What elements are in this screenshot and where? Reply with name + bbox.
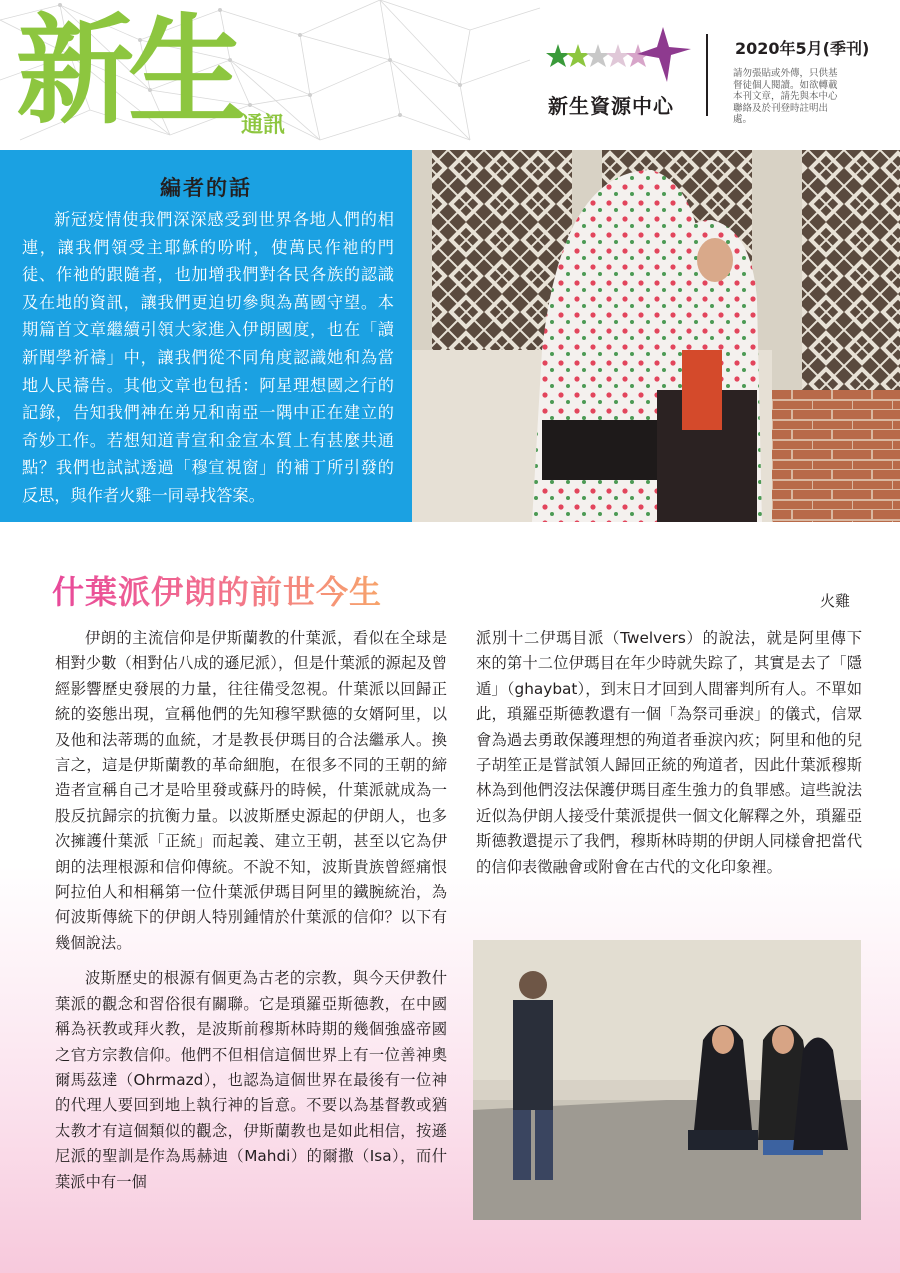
article-title: 什葉派伊朗的前世今生 bbox=[52, 567, 382, 613]
article-paragraph: 波斯歷史的根源有個更為古老的宗教，與今天伊教什葉派的觀念和習俗很有關聯。它是瑣羅亞斯德教，在中國稱為祆教或拜火教，是波斯前穆斯林時期的幾個強盛帝國之官方宗教信仰。他們不但相信這個世界上有一位善神奧爾馬茲達（Ohrmazd），也認為這個世界在最後有一位神的代理人要回到地上執行神的旨意。不要以為基督教或猶太教才有這個類似的觀念，伊斯蘭教也是如此相信，按遜尼派的聖訓是作為馬赫迪（Mahdi）的爾撒（Isa），而什葉派中有一個 bbox=[55, 969, 447, 1191]
article-author: 火雞 bbox=[820, 592, 851, 610]
article-right-column bbox=[476, 626, 862, 880]
center-name: 新生資源中心 bbox=[548, 94, 674, 118]
editor-note-box bbox=[0, 150, 412, 522]
editor-note-body: 新冠疫情使我們深深感受到世界各地人們的相連，讓我們領受主耶穌的吩咐，使萬民作祂的門徒、作祂的跟隨者，也加增我們對各民各族的認識及在地的資訊，讓我們更迫切參與為萬國守望。本期篇首文章繼續引領大家進入伊朗國度，也在「讀新聞學祈禱」中，讓我們從不同角度認識她和為當地人民禱告。其他文章也包括：阿星理想國之行的記錄，告知我們神在弟兄和南亞一隅中正在建立的奇妙工作。若想知道青宣和金宣本質上有甚麼共通點？我們也試試透過「穆宣視窗」的補丁所引發的反思，與作者火雞一同尋找答案。 bbox=[22, 210, 394, 505]
photo-women-at-lattice-door bbox=[412, 150, 900, 522]
logo-sub-text: 通訊 bbox=[241, 113, 286, 138]
header-divider bbox=[706, 34, 708, 116]
article-paragraph: 伊朗的主流信仰是伊斯蘭教的什葉派，看似在全球是相對少數（相對佔八成的遜尼派），但是什葉派的源起及曾經影響歷史發展的力量，往往備受忽視。什葉派以回歸正統的姿態出現，宣稱他們的先知穆罕默德的女婿阿里，以及他和法蒂瑪的血統，才是教長伊瑪目的合法繼承人。換言之，這是伊斯蘭教的革命細胞，在很多不同的王朝的締造者宣稱自己才是哈里發或蘇丹的時候，什葉派就成為一股反抗歸宗的抗衡力量。以波斯歷史源起的伊朗人，也多次擁護什葉派「正統」而起義、建立王朝，甚至以它為伊朗的法理根源和信仰傳統。不說不知，波斯貴族曾經痛恨阿拉伯人和相稱第一位什葉派伊瑪目阿里的鐵腕統治，為何波斯傳統下的伊朗人特別鍾情於什葉派的信仰？以下有幾個說法。 bbox=[55, 629, 447, 952]
photo-women-sitting-on-street bbox=[473, 940, 861, 1220]
masthead-logo bbox=[10, 2, 300, 147]
article-paragraph: 派別十二伊瑪目派（Twelvers）的說法，就是阿里傳下來的第十二位伊瑪目在年少時就失踪了，其實是去了「隱遁」（ghaybat），到末日才回到人間審判所有人。不單如此，瑣羅亞斯德教還有一個「為祭司垂淚」的儀式，信眾會為過去勇敢保護理想的殉道者垂淚內疚；阿里和他的兒子胡笙正是嘗試領人歸回正統的殉道者，因此什葉派穆斯林為到他們沒法保護伊瑪目產生強力的負罪感。這些說法近似為伊朗人接受什葉派提供一個文化解釋之外，瑣羅亞斯德教還提示了我們，穆斯林時期的伊朗人同樣會把當代的信仰表徵融會或附會在古代的文化印象裡。 bbox=[476, 629, 862, 876]
editor-note-heading: 編者的話 bbox=[160, 176, 252, 200]
article-left-column bbox=[55, 626, 447, 1195]
logo-main-text: 新生 bbox=[16, 2, 241, 140]
issue-date: 2020年5月(季刊) bbox=[735, 39, 870, 58]
stars-logo-icon bbox=[545, 22, 695, 92]
copyright-note: 請勿張貼或外傳，只供基督徒個人閱讀。如欲轉載本刊文章，請先與本中心聯絡及於刊登時註明出處。 bbox=[733, 68, 838, 125]
